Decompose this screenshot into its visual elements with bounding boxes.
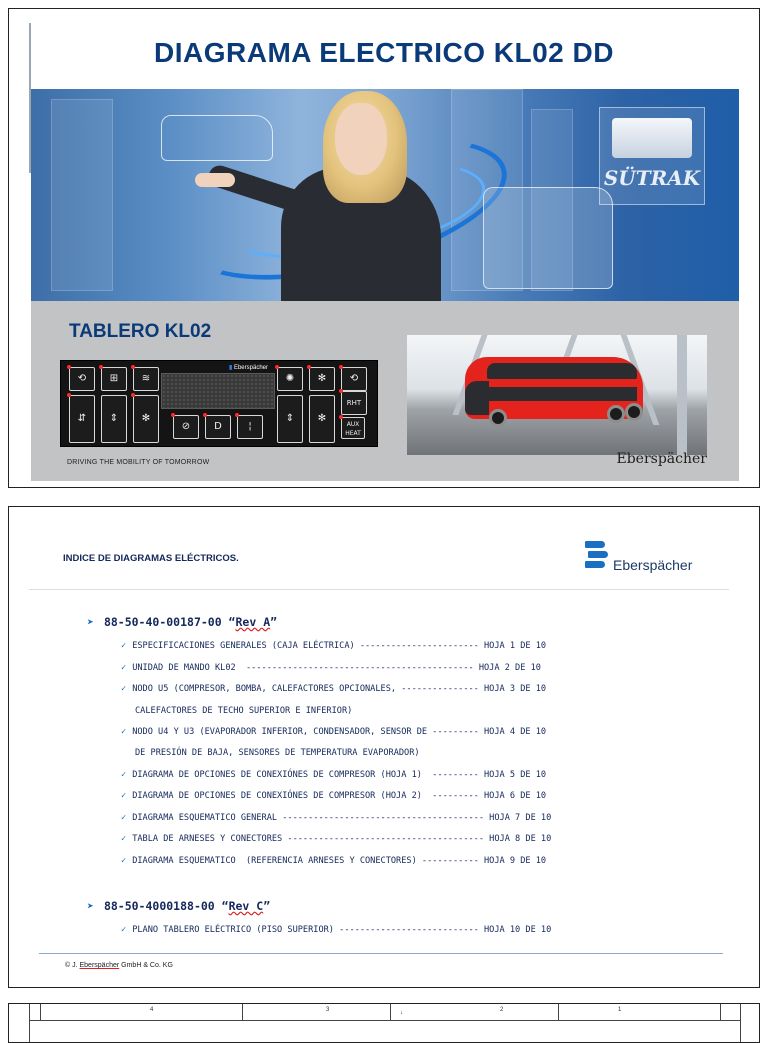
logo-text: Eberspächer xyxy=(613,557,693,573)
aux-heat-button-label: AUX HEAT xyxy=(341,417,365,439)
panel-brand: ▮ Eberspächer xyxy=(229,365,268,371)
lower-section xyxy=(31,301,739,481)
revision-heading: ➤ 88-50-40-00187-00 “Rev A” xyxy=(87,615,278,629)
logo-mark-icon xyxy=(585,541,607,573)
building-shape xyxy=(51,99,113,291)
page-title: DIAGRAMA ELECTRICO KL02 DD xyxy=(154,37,614,68)
check-icon: ✓ xyxy=(121,813,127,823)
fan-speed-icon: ✻ xyxy=(309,395,335,443)
arrow-bullet-icon: ➤ xyxy=(87,899,94,913)
passenger-icon: ⇕ xyxy=(277,395,303,443)
driver-seat-icon: ⇵ xyxy=(69,395,95,443)
hologram-bus-outline xyxy=(161,115,273,161)
cover-page xyxy=(8,8,760,488)
marker: ↓ xyxy=(400,1010,403,1016)
index-item: ✓ ESPECIFICACIONES GENERALES (CAJA ELÉCTRICA) ----------------------- HOJA 1 DE 10 xyxy=(121,641,547,651)
woman-face xyxy=(335,103,387,175)
heat-icon: ¦ xyxy=(237,415,263,439)
index-item: ✓ PLANO TABLERO ELÉCTRICO (PISO SUPERIOR) --------------------------- HOJA 10 DE 10 xyxy=(121,925,552,935)
index-item: ✓ DIAGRAMA DE OPCIONES DE CONEXIÓNES DE COMPRESOR (HOJA 1) --------- HOJA 5 DE 10 xyxy=(121,770,547,780)
defrost-mode-icon: D xyxy=(205,415,231,439)
column-separator xyxy=(558,1004,559,1020)
rht-button-label: RHT xyxy=(341,391,367,415)
check-icon: ✓ xyxy=(121,770,127,780)
bus-wheel xyxy=(625,403,643,421)
ac-unit-image xyxy=(612,118,692,158)
copyright: © J. Eberspächer GmbH & Co. KG xyxy=(65,962,173,969)
index-page xyxy=(8,506,760,988)
index-item: ✓ NODO U4 Y U3 (EVAPORADOR INFERIOR, CONDENSADOR, SENSOR DE --------- HOJA 4 DE 10 xyxy=(121,727,547,737)
tagline: DRIVING THE MOBILITY OF TOMORROW xyxy=(67,459,210,466)
seat-icon: ⊞ xyxy=(101,367,127,391)
check-icon: ✓ xyxy=(121,834,127,844)
bus-front xyxy=(465,381,489,415)
bus-upper-windows xyxy=(487,363,637,379)
hero-image xyxy=(31,89,739,301)
index-item: ✓ UNIDAD DE MANDO KL02 -------------------------------------------- HOJA 2 DE 10 xyxy=(121,663,541,673)
index-item: ✓ DIAGRAMA ESQUEMATICO (REFERENCIA ARNESES Y CONECTORES) ----------- HOJA 9 DE 10 xyxy=(121,856,547,866)
index-item: ✓ NODO U5 (COMPRESOR, BOMBA, CALEFACTORES OPCIONALES, --------------- HOJA 3 DE 10 xyxy=(121,684,547,694)
footer-divider xyxy=(39,953,723,954)
frame-line xyxy=(30,1020,740,1021)
check-icon: ✓ xyxy=(121,684,127,694)
bridge-pillar xyxy=(677,335,687,455)
arrow-bullet-icon: ➤ xyxy=(87,615,94,629)
bus-wheel xyxy=(489,409,507,427)
column-separator xyxy=(390,1004,391,1020)
control-panel-image xyxy=(60,360,378,447)
index-item: ✓ DIAGRAMA DE OPCIONES DE CONEXIÓNES DE COMPRESOR (HOJA 2) --------- HOJA 6 DE 10 xyxy=(121,791,547,801)
woman-hand xyxy=(195,173,235,187)
fan-icon: ✻ xyxy=(309,367,335,391)
recirc-icon: ⟲ xyxy=(341,367,367,391)
index-item: ✓ TABLA DE ARNESES Y CONECTORES -------------------------------------- HOJA 8 DE 10 xyxy=(121,834,552,844)
bottom-brand: Eberspächer xyxy=(616,451,707,467)
defrost-icon: ≋ xyxy=(133,367,159,391)
column-separator xyxy=(40,1004,41,1020)
column-number: 2 xyxy=(500,1007,504,1013)
bus-image xyxy=(483,187,613,289)
column-separator xyxy=(242,1004,243,1020)
check-icon: ✓ xyxy=(121,641,127,651)
bus-lower-windows xyxy=(475,387,637,401)
column-number: 4 xyxy=(150,1007,154,1013)
eberspaecher-logo xyxy=(585,541,715,577)
column-number: 3 xyxy=(326,1007,330,1013)
sutrak-logo: SÜTRAK xyxy=(603,166,701,190)
check-icon: ✓ xyxy=(121,791,127,801)
up-down-icon: ⇕ xyxy=(101,395,127,443)
recirc-icon: ⟲ xyxy=(69,367,95,391)
fan-icon: ✻ xyxy=(133,395,159,443)
mode-icon: ⊘ xyxy=(173,415,199,439)
check-icon: ✓ xyxy=(121,663,127,673)
index-item-continuation: DE PRESIÓN DE BAJA, SENSORES DE TEMPERATURA EVAPORADOR) xyxy=(135,748,420,758)
bus-wheel xyxy=(607,405,625,423)
index-item-continuation: CALEFACTORES DE TECHO SUPERIOR E INFERIOR) xyxy=(135,706,353,716)
section-title: TABLERO KL02 xyxy=(69,321,212,342)
revision-heading: ➤ 88-50-4000188-00 “Rev C” xyxy=(87,899,271,913)
bus-bridge-image xyxy=(407,335,707,455)
lcd-display xyxy=(161,373,275,409)
check-icon: ✓ xyxy=(121,727,127,737)
sutrak-panel xyxy=(599,107,705,205)
column-number: 1 xyxy=(618,1007,622,1013)
check-icon: ✓ xyxy=(121,925,127,935)
check-icon: ✓ xyxy=(121,856,127,866)
index-heading: INDICE DE DIAGRAMAS ELÉCTRICOS. xyxy=(63,553,239,564)
index-item: ✓ DIAGRAMA ESQUEMATICO GENERAL --------------------------------------- HOJA 7 DE 10 xyxy=(121,813,552,823)
divider xyxy=(29,589,729,590)
schematic-page-partial xyxy=(8,1003,760,1043)
column-separator xyxy=(720,1004,721,1020)
sun-icon: ✺ xyxy=(277,367,303,391)
